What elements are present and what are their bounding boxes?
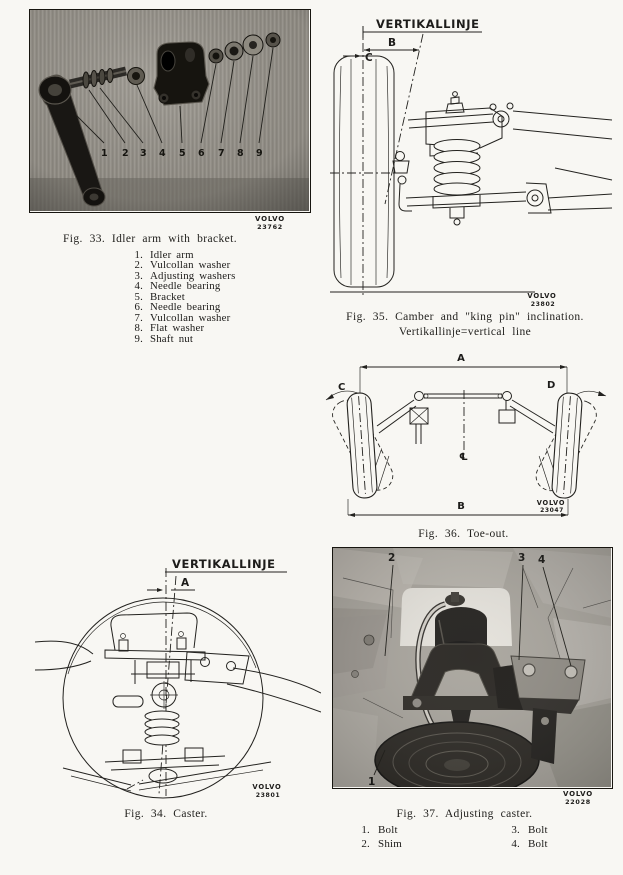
- axle-assembly: [113, 652, 249, 709]
- list-item: 9. Shaft nut: [134, 332, 194, 345]
- volvo-credit-brand: VOLVO: [255, 215, 285, 223]
- list-item: 4. Needle bearing: [134, 280, 221, 293]
- list-item: 8. Flat washer: [134, 322, 205, 335]
- fig37-parts-left: [356, 824, 402, 851]
- fig35-caption-line1: Fig. 35. Camber and "king pin" inclination.: [346, 311, 584, 323]
- angle-c-label: C: [365, 52, 373, 64]
- part-number-6: 6: [198, 148, 205, 159]
- fig33-parts-list: [126, 250, 235, 344]
- fig36-drawing: [323, 352, 610, 524]
- spring-tower: [105, 613, 205, 660]
- fig37-parts-right: [506, 824, 548, 851]
- coil-spring: [434, 140, 480, 196]
- dim-a-label: A: [457, 353, 465, 364]
- fig33-part-numbers: [101, 148, 263, 159]
- fig37-photo-drawing: [333, 548, 611, 787]
- fig36-caption: Fig. 36. Toe-out.: [418, 528, 509, 540]
- list-item: 3. Bolt: [511, 824, 548, 836]
- part-number-4: 4: [159, 148, 166, 159]
- list-item: 2. Vulcollan washer: [134, 259, 231, 272]
- fig34-drawing: [35, 556, 321, 804]
- vertical-line-label: VERTIKALLINJE: [172, 557, 276, 571]
- list-item: 4. Bolt: [511, 837, 548, 850]
- centerline-symbol: ℄: [459, 452, 468, 463]
- left-wheel: [327, 392, 401, 498]
- steering-knuckle: [393, 152, 412, 212]
- volvo-credit-brand: VOLVO: [252, 783, 282, 791]
- leaf-spring-lines: [63, 762, 271, 791]
- fig37-photo: [332, 547, 613, 789]
- part-number-7: 7: [218, 148, 225, 159]
- list-item: 1. Bolt: [361, 824, 398, 836]
- fig35-caption: [324, 310, 606, 339]
- right-wheel: [527, 392, 601, 498]
- list-item: 7. Vulcollan washer: [134, 311, 231, 324]
- fig37-caption: Fig. 37. Adjusting caster.: [396, 808, 533, 820]
- fig33-credit: [240, 215, 300, 231]
- part-number-1: 1: [101, 148, 108, 159]
- angle-a-label: A: [181, 577, 190, 589]
- bracket-part5: [154, 42, 209, 105]
- tire-front-view: [330, 56, 400, 287]
- part-number-9: 9: [256, 148, 263, 159]
- steering-linkage: [377, 392, 555, 445]
- list-item: 6. Needle bearing: [134, 301, 221, 314]
- list-item: 1. Idler arm: [134, 249, 194, 261]
- volvo-credit-brand: VOLVO: [527, 292, 557, 300]
- fig37-credit: [548, 790, 608, 806]
- part-number-8: 8: [237, 148, 244, 159]
- dim-b-label: B: [457, 501, 465, 512]
- list-item: 5. Bracket: [134, 290, 185, 303]
- volvo-credit-number: 23801: [255, 792, 281, 799]
- fig34-caption: Fig. 34. Caster.: [124, 808, 208, 820]
- part-number-5: 5: [179, 148, 186, 159]
- fig33-photo: [29, 9, 311, 213]
- needle-bearing-part4: [128, 68, 145, 85]
- fig35-drawing: [330, 8, 614, 308]
- fig33-photo-drawing: [30, 10, 309, 211]
- volvo-credit-number: 22028: [565, 798, 591, 806]
- volvo-credit-number: 23802: [530, 301, 556, 308]
- list-item: 2. Shim: [361, 837, 403, 850]
- volvo-credit-brand: VOLVO: [536, 499, 566, 507]
- angle-c-label: C: [338, 382, 346, 393]
- vertical-line-label: VERTIKALLINJE: [376, 17, 480, 31]
- angle-b-label: B: [388, 37, 397, 49]
- part-number-2: 2: [122, 148, 129, 159]
- fig34-credit: [252, 783, 281, 799]
- part-number-3: 3: [140, 148, 147, 159]
- list-item: 3. Adjusting washers: [134, 269, 236, 282]
- volvo-credit-brand: VOLVO: [563, 790, 593, 798]
- volvo-credit-number: 23762: [257, 223, 283, 231]
- fig33-caption: Fig. 33. Idler arm with bracket.: [62, 233, 237, 245]
- angle-d-label: D: [547, 380, 556, 391]
- fig35-caption-line2: Vertikallinje=vertical line: [398, 325, 532, 338]
- volvo-credit-number: 23047: [540, 507, 564, 514]
- fig36-credit: [537, 499, 565, 514]
- fig35-credit: [527, 292, 556, 308]
